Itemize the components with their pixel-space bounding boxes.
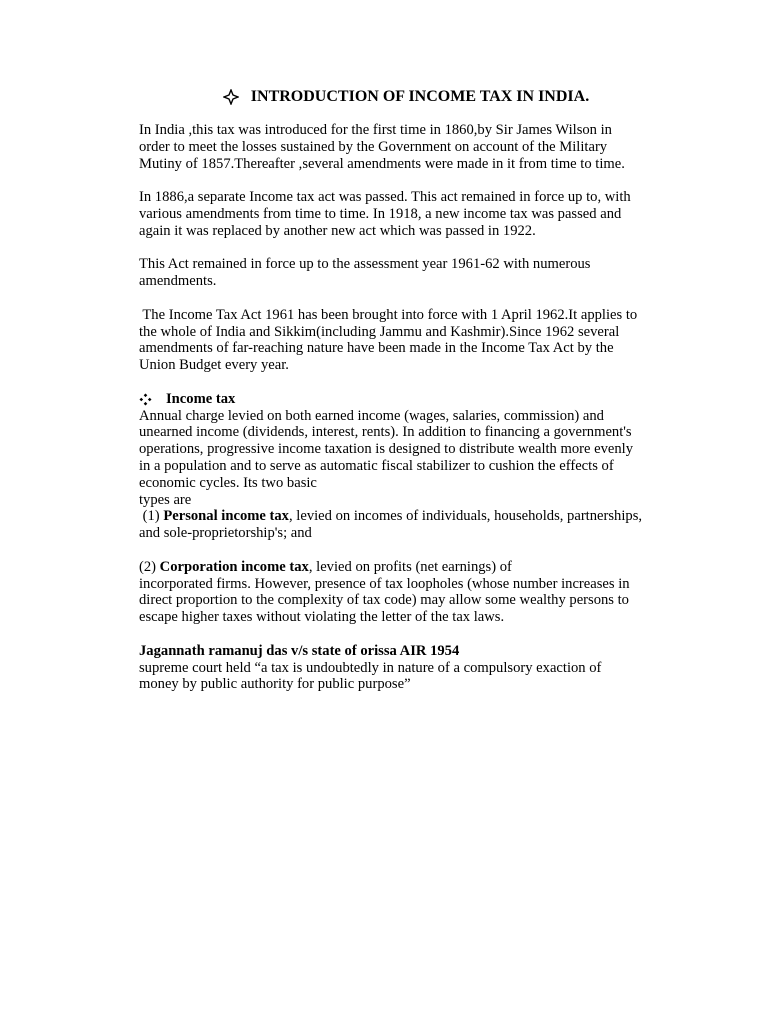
term-personal-income-tax: Personal income tax bbox=[163, 508, 289, 525]
text-line: various amendments from time to time. In 1918, a new income tax was passed and bbox=[139, 205, 622, 222]
paragraph-history-1860 bbox=[139, 122, 679, 172]
diamond-bullet-icon bbox=[139, 393, 166, 406]
text-line: amendments. bbox=[139, 273, 217, 290]
paragraph-corporation-income-tax bbox=[139, 559, 679, 626]
section-heading-income-tax bbox=[139, 391, 679, 408]
text-line: economic cycles. Its two basic bbox=[139, 474, 317, 491]
text-line: This Act remained in force up to the assessment year 1961-62 with numerous bbox=[139, 256, 591, 273]
paragraph-personal-income-tax bbox=[139, 508, 679, 542]
text-line: the whole of India and Sikkim(including Jammu and Kashmir).Since 1962 several bbox=[139, 323, 620, 340]
item-number: (2) bbox=[139, 558, 160, 575]
star-bullet-icon bbox=[223, 89, 251, 105]
text-line: direct proportion to the complexity of tax code) may allow some wealthy persons to bbox=[139, 592, 629, 609]
item-number: (1) bbox=[139, 508, 164, 525]
text-line: Mutiny of 1857.Thereafter ,several amendments were made in it from time to time. bbox=[139, 155, 625, 172]
section-heading-text: Income tax bbox=[166, 390, 236, 407]
paragraph-assessment-year bbox=[139, 256, 679, 290]
text-line: In India ,this tax was introduced for the first time in 1860,by Sir James Wilson in bbox=[139, 122, 612, 138]
text-line: operations, progressive income taxation is designed to distribute wealth more evenly bbox=[139, 441, 634, 458]
text-line: Annual charge levied on both earned income (wages, salaries, commission) and bbox=[139, 407, 604, 424]
text-line: types are bbox=[139, 491, 192, 508]
text-line: amendments of far-reaching nature have been made in the Income Tax Act by the bbox=[139, 340, 614, 357]
text-line: and sole-proprietorship's; and bbox=[139, 525, 312, 542]
item-text: , levied on profits (net earnings) of bbox=[308, 558, 512, 575]
document-title bbox=[0, 86, 768, 108]
text-line: again it was replaced by another new act which was passed in 1922. bbox=[139, 222, 536, 239]
text-line: order to meet the losses sustained by the Government on account of the Military bbox=[139, 138, 608, 155]
text-line bbox=[139, 559, 679, 576]
document-body bbox=[139, 122, 679, 693]
text-line: money by public authority for public purpose” bbox=[139, 676, 411, 693]
paragraph-history-1886 bbox=[139, 189, 679, 239]
paragraph-case-citation bbox=[139, 643, 679, 693]
text-line bbox=[139, 508, 679, 525]
text-line: supreme court held “a tax is undoubtedly in nature of a compulsory exaction of bbox=[139, 659, 602, 676]
paragraph-act-1961 bbox=[139, 307, 679, 374]
title-text: INTRODUCTION OF INCOME TAX IN INDIA. bbox=[250, 88, 590, 105]
term-corporation-income-tax: Corporation income tax bbox=[159, 558, 309, 575]
text-line: The Income Tax Act 1961 has been brought into force with 1 April 1962.It applies to bbox=[139, 306, 638, 323]
item-text: , levied on incomes of individuals, households, partnerships, bbox=[288, 508, 643, 525]
text-line: Union Budget every year. bbox=[139, 357, 289, 374]
text-line: in a population and to serve as automatic fiscal stabilizer to cushion the effects of bbox=[139, 457, 614, 474]
text-line: In 1886,a separate Income tax act was passed. This act remained in force up to, with bbox=[139, 189, 631, 206]
text-line: unearned income (dividends, interest, rents). In addition to financing a government's bbox=[139, 424, 632, 441]
paragraph-income-tax-definition bbox=[139, 408, 679, 509]
case-heading: Jagannath ramanuj das v/s state of orissa AIR 1954 bbox=[139, 642, 460, 659]
text-line: incorporated firms. However, presence of tax loopholes (whose number increases in bbox=[139, 575, 630, 592]
text-line: escape higher taxes without violating the letter of the tax laws. bbox=[139, 609, 505, 626]
